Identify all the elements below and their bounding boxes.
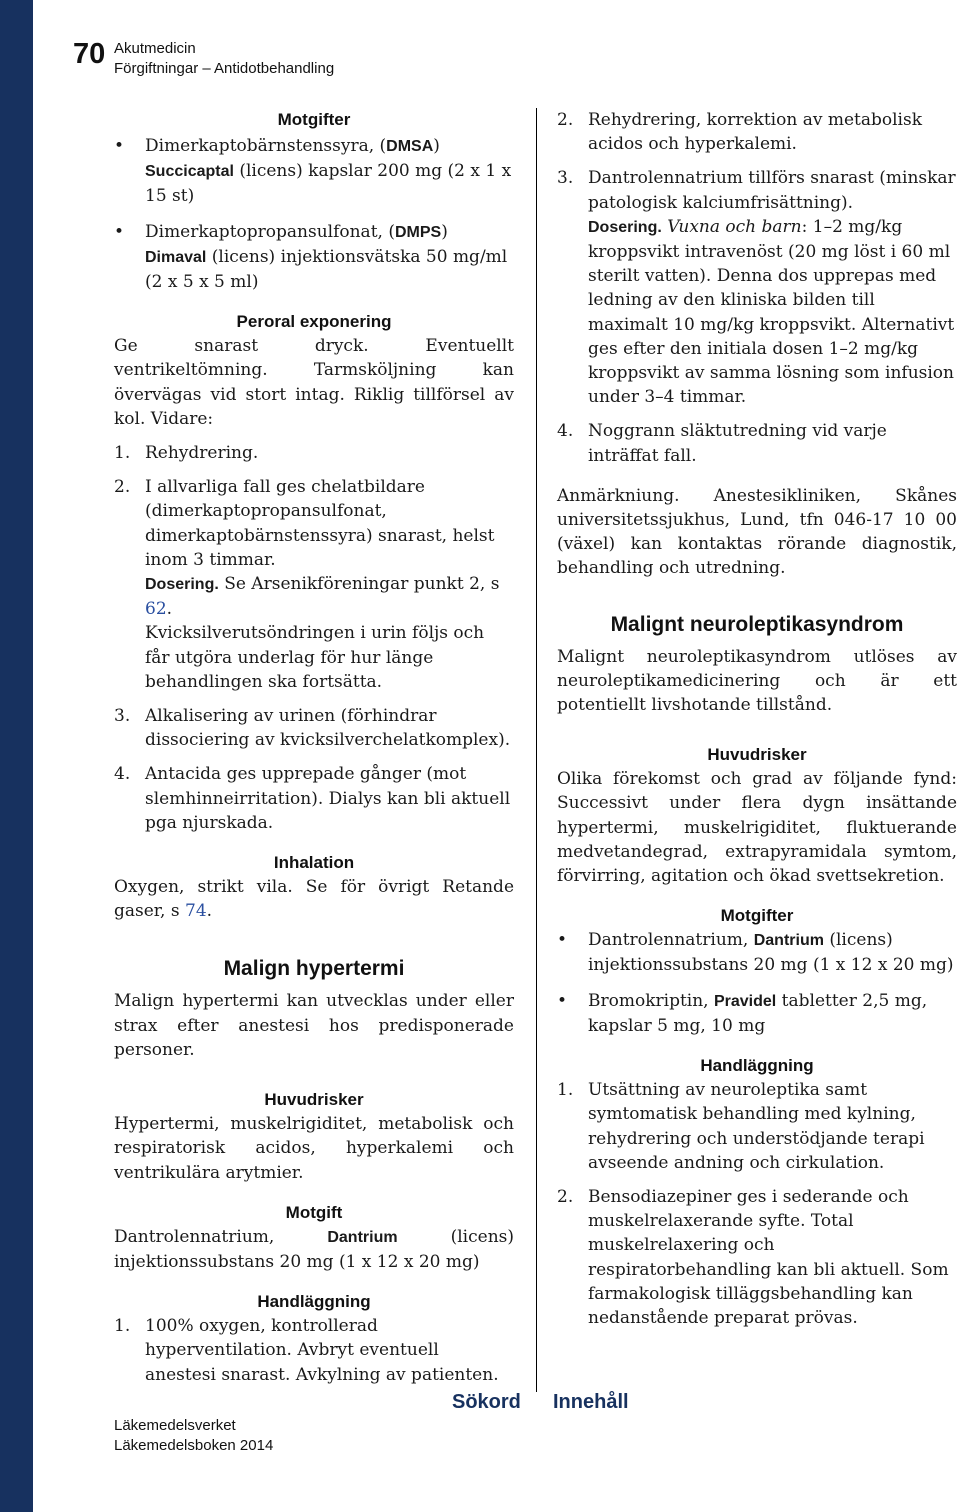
list-item: 2. Bensodiazepiner ges i sederande och muskelrelaxerande syfte. Total muskelrelaxering och respiratorbehandling kan bli aktuell. Som farmakologisk tilläggsbehandling kan nedanstående preparat prövas.	[557, 1186, 949, 1328]
column-divider	[536, 108, 537, 1392]
list-item: 1. Rehydrering.	[114, 443, 259, 464]
page-link[interactable]: 74	[185, 901, 207, 922]
bullet-icon: •	[557, 930, 568, 951]
page-category: Akutmedicin	[114, 40, 196, 57]
huvudrisker-heading: Huvudrisker	[707, 745, 807, 765]
footer-publisher: Läkemedelsverket	[114, 1417, 236, 1434]
handlaggning-heading: Handläggning	[257, 1292, 371, 1312]
drug-brand: Succicaptal	[145, 163, 234, 181]
peroral-text: Ge snarast dryck. Eventuellt ventrikeltömning. Tarmsköljning kan övervägas vid stort intag. Riklig tillförsel av kol. Vidare:	[114, 336, 514, 429]
page-number: 70	[73, 38, 106, 70]
dosering-label: Dosering.	[145, 576, 219, 594]
innehall-link[interactable]: Innehåll	[553, 1391, 629, 1413]
bullet-icon: •	[114, 136, 125, 156]
page-subtitle: Förgiftningar – Antidotbehandling	[114, 60, 335, 77]
malign-hypertermi-heading: Malign hypertermi	[223, 957, 405, 981]
list-item: 1. 100% oxygen, kontrollerad hyperventilation. Avbryt eventuell anestesi snarast. Avkylning av patienten.	[114, 1316, 499, 1385]
list-item: • Bromokriptin, Pravidel tabletter 2,5 mg, kapslar 5 mg, 10 mg	[557, 989, 957, 1038]
kvicksilver-text: Kvicksilverutsöndringen i urin följs och får utgöra underlag för hur länge behandlingen ska fortsätta.	[145, 623, 485, 692]
left-column	[114, 108, 514, 1387]
motgifter-heading: Motgifter	[277, 110, 351, 129]
list-item: 4. Noggrann släktutredning vid varje inträffat fall.	[557, 421, 887, 466]
list-item: 2. Rehydrering, korrektion av metabolisk acidos och hyperkalemi.	[557, 110, 922, 155]
bullet-icon: •	[557, 990, 568, 1011]
sokord-link[interactable]: Sökord	[452, 1391, 521, 1413]
nms-heading: Malignt neuroleptikasyndrom	[610, 612, 904, 636]
list-item: • Dimerkaptobärnstenssyra, (DMSA) Succicaptal (licens) kapslar 200 mg (2 x 1 x 15 st)	[114, 134, 514, 209]
sidebar-bar	[0, 0, 33, 1512]
list-item: 4. Antacida ges upprepade gånger (mot slemhinneirritation). Dialys kan bli aktuell pga njurskada.	[114, 764, 511, 833]
drug-brand: Pravidel	[713, 992, 777, 1010]
handlaggning-heading: Handläggning	[700, 1056, 814, 1076]
list-item: 3. Alkalisering av urinen (förhindrar dissociering av kvicksilverchelatkomplex).	[114, 706, 511, 751]
list-item: • Dimerkaptopropansulfonat, (DMPS) Dimaval (licens) injektionsvätska 50 mg/ml (2 x 5 x 5 ml)	[114, 220, 514, 295]
huvudrisker-text: Olika förekomst och grad av följande fynd: Successivt under flera dygn insättande hypertermi, muskelrigiditet, fluktuerande medvetandegrad, extrapyramidala symtom, förvirring, agitation och ökad svettsekretion.	[557, 769, 957, 887]
huvudrisker-text: Hypertermi, muskelrigiditet, metabolisk och respiratorisk acidos, hyperkalemi och ventrikulära arytmier.	[114, 1114, 514, 1183]
list-item: • Dantrolennatrium, Dantrium (licens) injektionssubstans 20 mg (1 x 12 x 20 mg)	[557, 928, 957, 977]
inhalation-heading: Inhalation	[273, 853, 355, 873]
bullet-icon: •	[114, 221, 125, 242]
malign-text: Malign hypertermi kan utvecklas under eller strax efter anestesi hos predisponerade personer.	[114, 991, 514, 1060]
dosering-label: Dosering.	[588, 218, 662, 236]
footer-book: Läkemedelsboken 2014	[114, 1437, 274, 1454]
list-item: 2. I allvarliga fall ges chelatbildare (dimerkaptopropansulfonat, dimerkaptobärnstenssyra) snarast, helst inom 3 timmar. Dosering. Se Arsenikföreningar punkt 2, s 62. Kvicksilverutsöndringen i urin följs och får utgöra underlag för hur länge behandlingen ska fortsätta.	[114, 477, 500, 692]
drug-brand: Dantrium	[753, 932, 824, 950]
drug-abbr: DMSA	[386, 138, 434, 155]
drug-brand: Dimaval	[145, 248, 207, 266]
huvudrisker-heading: Huvudrisker	[264, 1090, 364, 1110]
anmarkning-text: Anmärkniung. Anestesikliniken, Skånes universitetssjukhus, Lund, tfn 046-17 10 00 (växel) kan kontaktas rörande diagnostik, behandling och utredning.	[557, 485, 957, 579]
inhalation-text: Oxygen, strikt vila. Se för övrigt Retande gaser, s 74.	[114, 877, 514, 922]
motgifter-heading: Motgifter	[720, 906, 794, 926]
motgift-text: Dantrolennatrium, Dantrium (licens) injektionssubstans 20 mg (1 x 12 x 20 mg)	[114, 1226, 514, 1272]
drug-brand: Dantrium	[327, 1228, 398, 1246]
drug-abbr: DMPS	[394, 223, 442, 241]
right-column	[557, 108, 957, 1330]
peroral-heading: Peroral exponering	[236, 312, 392, 332]
list-item: 3. Dantrolennatrium tillförs snarast (minskar patologisk kalciumfrisättning). Dosering. Vuxna och barn: 1–2 mg/kg kroppsvikt intravenöst (20 mg löst i 60 ml sterilt vatten). Denna dos upprepas med ledning av den kliniska bilden till maximalt 10 mg/kg kroppsvikt. Alternativt ges efter den initiala dosen 1–2 mg/kg kroppsvikt av samma lösning som infusion under 3–4 timmar.	[557, 168, 956, 408]
motgift-heading: Motgift	[285, 1202, 343, 1222]
nms-text: Malignt neuroleptikasyndrom utlöses av neuroleptikamedicinering och är ett potentiellt livshotande tillstånd.	[557, 646, 957, 716]
list-item: 1. Utsättning av neuroleptika samt symtomatisk behandling med kylning, rehydrering och understödjande terapi avseende andning och cirkulation.	[557, 1080, 925, 1173]
page-link[interactable]: 62	[145, 599, 167, 620]
